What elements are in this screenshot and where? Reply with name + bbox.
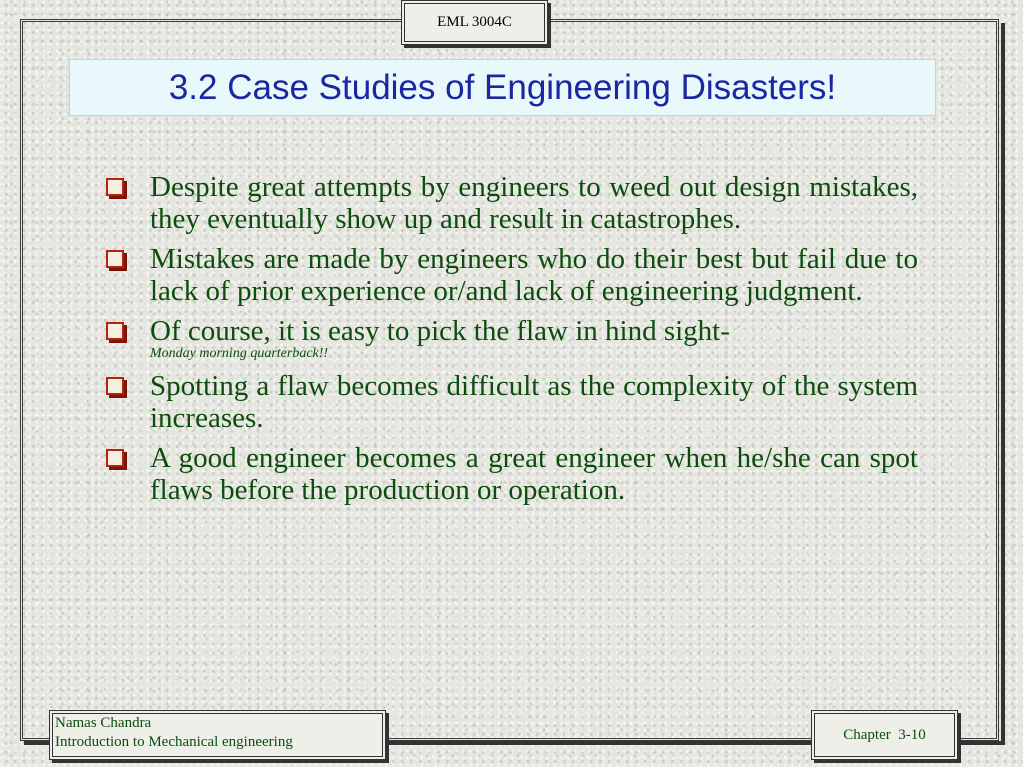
square-bullet-icon xyxy=(106,449,124,467)
bullet-item xyxy=(104,370,918,434)
bullet-item xyxy=(104,442,918,506)
chapter-footer xyxy=(811,710,958,760)
square-bullet-icon xyxy=(106,178,124,196)
bullet-list xyxy=(104,171,918,514)
course-code-text: EML 3004C xyxy=(437,14,512,30)
bullet-text: A good engineer becomes a great engineer when he/she can spot flaws before the production or operation. xyxy=(150,442,918,506)
author-name: Namas Chandra xyxy=(55,715,152,731)
frame-shadow-right xyxy=(1001,23,1005,745)
bullet-item xyxy=(104,315,918,362)
course-code-label xyxy=(401,0,548,45)
square-bullet-icon xyxy=(106,322,124,340)
bullet-text: Of course, it is easy to pick the flaw in hind sight- xyxy=(150,315,730,347)
title-banner xyxy=(69,59,936,116)
bullet-text: Mistakes are made by engineers who do their best but fail due to lack of prior experience or/and lack of engineering judgment. xyxy=(150,243,918,307)
chapter-page-number: Chapter 3-10 xyxy=(843,726,926,743)
bullet-item xyxy=(104,243,918,307)
course-name: Introduction to Mechanical engineering xyxy=(55,734,293,750)
square-bullet-icon xyxy=(106,250,124,268)
slide-title: 3.2 Case Studies of Engineering Disasters! xyxy=(168,67,837,107)
bullet-note: Monday morning quarterback!! xyxy=(150,346,329,361)
square-bullet-icon xyxy=(106,377,124,395)
author-footer xyxy=(49,710,386,760)
bullet-text: Spotting a flaw becomes difficult as the complexity of the system increases. xyxy=(150,370,918,434)
bullet-item xyxy=(104,171,918,235)
bullet-text: Despite great attempts by engineers to weed out design mistakes, they eventually show up and result in catastrophes. xyxy=(150,171,918,235)
